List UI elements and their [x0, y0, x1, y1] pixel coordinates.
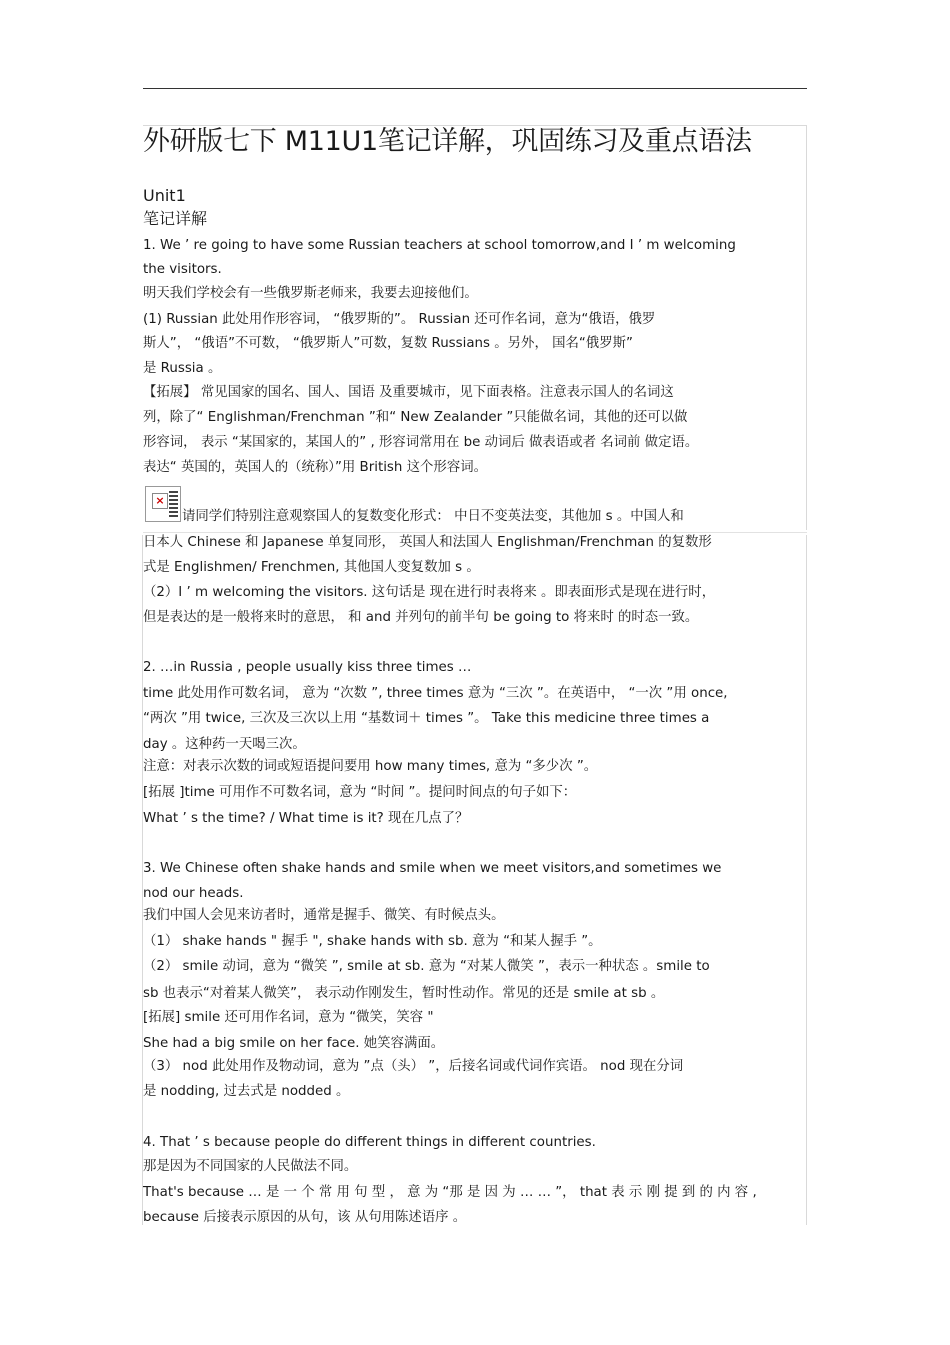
text-line: She had a big smile on her face. 她笑容满面。 — [143, 1036, 445, 1051]
text-line: 明天我们学校会有一些俄罗斯老师来，我要去迎接他们。 — [143, 286, 478, 301]
text-line: nod our heads. — [143, 886, 244, 901]
text-line: 2. …in Russia , people usually kiss three times … — [143, 660, 472, 675]
text-line: “两次 ”用 twice, 三次及三次以上用 “基数词＋ times ”。 Take this medicine three times a — [143, 711, 710, 726]
text-line: （2）I ’ m welcoming the visitors. 这句话是 现在进行时表将来 。即表面形式是现在进行时， — [143, 585, 716, 600]
text-line: time 此处用作可数名词， 意为 “次数 ”, three times 意为 “三次 ”。在英语中， “一次 ”用 once, — [143, 686, 728, 701]
text-line: (1) Russian 此处用作形容词， “俄罗斯的”。 Russian 还可作名词，意为“俄语，俄罗 — [143, 312, 656, 327]
frame-border-left — [142, 535, 143, 1225]
frame-border-right-lower — [806, 535, 807, 1225]
text-line: [拓展 ]time 可用作不可数名词，意为 “时间 ”。提问时间点的句子如下： — [143, 785, 577, 800]
text-line: 请同学们特别注意观察国人的复数变化形式： 中日不变英法变，其他加 s 。中国人和 — [182, 509, 684, 524]
text-line: 那是因为不同国家的人民做法不同。 — [143, 1159, 358, 1174]
text-line: because 后接表示原因的从句，该 从句用陈述语序 。 — [143, 1210, 467, 1225]
text-line: （2） smile 动词，意为 “微笑 ”, smile at sb. 意为 “对某人微笑 ”，表示一种状态 。smile to — [143, 959, 710, 974]
text-line: 4. That ’ s because people do different things in different countries. — [143, 1135, 596, 1150]
document-title: 外研版七下 M11U1笔记详解，巩固练习及重点语法 — [143, 126, 752, 157]
text-line: 注意：对表示次数的词或短语提问要用 how many times, 意为 “多少次 ”。 — [143, 759, 598, 774]
text-line: What ’ s the time? / What time is it? 现在几点了？ — [143, 811, 469, 826]
text-line: the visitors. — [143, 262, 222, 277]
text-line: 我们中国人会见来访者时，通常是握手、微笑、有时候点头。 — [143, 908, 505, 923]
header-rule — [143, 88, 807, 89]
frame-border-mid — [143, 532, 807, 533]
text-line: day 。这种药一天喝三次。 — [143, 737, 306, 752]
text-line: （3） nod 此处用作及物动词，意为 ”点（头） ”，后接名词或代词作宾语。 nod 现在分词 — [143, 1059, 684, 1074]
text-line: 【拓展】 常见国家的国名、国人、国语 及重要城市，见下面表格。注意表示国人的名词这 — [143, 385, 674, 400]
text-line: 1. We ’ re going to have some Russian teachers at school tomorrow,and I ’ m welcoming — [143, 238, 736, 253]
text-line: （1） shake hands " 握手 ", shake hands with sb. 意为 “和某人握手 ”。 — [143, 934, 602, 949]
text-line: sb 也表示“对着某人微笑”， 表示动作刚发生，暂时性动作。常见的还是 smile at sb 。 — [143, 986, 665, 1001]
text-line: 日本人 Chinese 和 Japanese 单复同形， 英国人和法国人 Englishman/Frenchman 的复数形 — [143, 535, 712, 550]
broken-image-icon: × — [145, 486, 181, 522]
text-line: 是 Russia 。 — [143, 361, 222, 376]
text-line: 3. We Chinese often shake hands and smile when we meet visitors,and sometimes we — [143, 861, 722, 876]
text-line: 斯人”， “俄语”不可数， “俄罗斯人”可数，复数 Russians 。另外， 国名“俄罗斯” — [143, 336, 633, 351]
text-line: 列，除了“ Englishman/Frenchman ”和“ New Zealander ”只能做名词，其他的还可以做 — [143, 410, 688, 425]
section-heading: 笔记详解 — [143, 209, 208, 228]
text-line: 式是 Englishmen/ Frenchmen, 其他国人变复数加 s 。 — [143, 560, 480, 575]
text-line: 但是表达的是一般将来时的意思， 和 and 并列句的前半句 be going to 将来时 的时态一致。 — [143, 610, 699, 625]
text-line: That's because … 是 一 个 常 用 句 型 ， 意 为 “那 是 因 为 … … ”， that 表 示 刚 提 到 的 内 容 , — [143, 1185, 757, 1200]
text-line: [拓展] smile 还可用作名词，意为 “微笑，笑容 " — [143, 1010, 434, 1025]
frame-border-right — [806, 125, 807, 530]
unit-heading: Unit1 — [143, 186, 186, 205]
text-line: 表达“ 英国的，英国人的（统称）”用 British 这个形容词。 — [143, 460, 487, 475]
text-line: 形容词， 表示 “某国家的，某国人的” , 形容词常用在 be 动词后 做表语或者 名词前 做定语。 — [143, 435, 699, 450]
text-line: 是 nodding, 过去式是 nodded 。 — [143, 1084, 350, 1099]
